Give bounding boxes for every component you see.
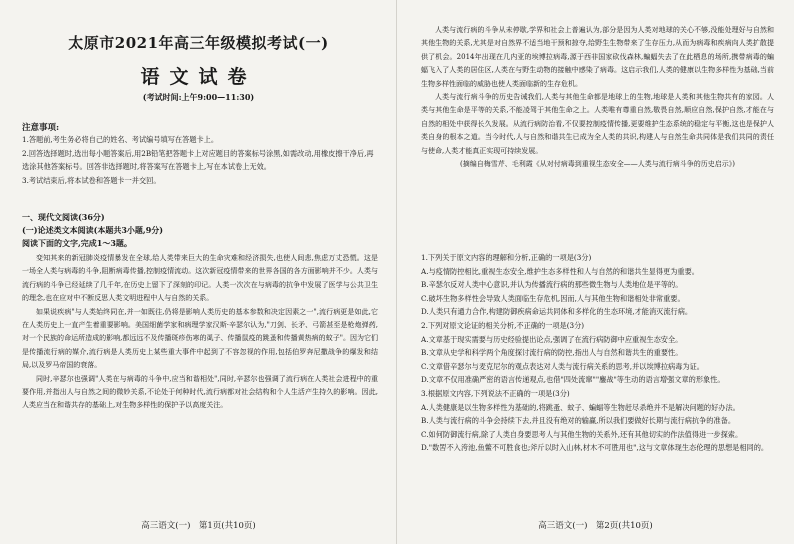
notes-list <box>22 133 378 187</box>
question-stem: 1.下列关于原文内容的理解和分析,正确的一项是(3分) <box>421 253 592 262</box>
reading-instruction: 阅读下面的文字,完成1～3题。 <box>22 238 132 248</box>
passage-paragraph: 人类与流行病斗争的历史告诫我们,人类与其他生命都是地球上的生物,地球是人类和其他生物共有的家园。人类与其他生命是平等的关系,不能凌驾于其他生命之上。人类唯有尊重自然,敬畏自然,顺应自然,保护自然,才能在与自然的相处中获得长久发展。从流行病防治看,不仅要控制疫情传播,更要维护生态系统的稳定与平衡,这也是保护人类自身的根本之道。当今时代,人与自然和谐共生已成为全人类的共识,构建人与自然生命共同体是我们共同的责任与使命,人类才能真正实现可持续发展。 <box>421 93 774 155</box>
option-d: D."数罟不入洿池,鱼鳖不可胜食也;斧斤以时入山林,材木不可胜用也",这与文章体现生态伦理的思想是相同的。 <box>421 443 769 453</box>
notes-heading: 注意事项: <box>22 123 60 133</box>
page-2 <box>397 0 794 544</box>
passage-source: (摘编自梅雪芹、毛利霞《从对付病毒到重视生态安全——人类与流行病斗争的历史启示》) <box>460 160 735 169</box>
option-a: A.人类健康是以生物多样性为基础的,将跳蚤、蚊子、蝙蝠等生物赶尽杀绝并不是解决问题的好办法。 <box>421 402 740 412</box>
option-b: B.文章从史学和科学两个角度探讨流行病的防控,指出人与自然和谐共生的重要性。 <box>421 348 683 358</box>
reading-passage <box>22 252 378 413</box>
option-d: D.文章不仅用准确严密的语言传递观点,也借"四处流窜""鏖战"等生动的语言增强文章的形象性。 <box>421 375 725 385</box>
option-c: C.如何防御流行病,除了人类自身要思考人与其他生物的关系外,还有其他切实的作法值得进一步探索。 <box>421 429 743 439</box>
reading-passage-continued <box>421 24 774 171</box>
option-b: B.辛瑟尔反对人类中心意识,并认为传播流行病的那些微生物与人类地位是平等的。 <box>421 280 683 290</box>
passage-paragraph: 变知其来的新冠肺炎疫情暴发在全球,给人类带来巨大的生命灾难和经济损失,也使人间悲,焦虑万丈恐慌。这是一场全人类与病毒的斗争,阻断病毒传播,控制疫情流动。这次新冠疫情带来的世界各国的各方面影响并不少。人类与流行病的斗争已经延续了几千年,在历史上留下了深刻的印记。人类一次次在与病毒的抗争中发展了医学与公共卫生的理念,也在应对中不断反思人类文明进程中人与自然的关系。 <box>22 254 378 303</box>
note-item: 2.回答选择题时,选出每小题答案后,用2B铅笔把答题卡上对应题目的答案标号涂黑,如需改动,用橡皮擦干净后,再选涂其他答案标号。回答非选择题时,将答案写在答题卡上,写在本试卷上无效。 <box>22 148 374 172</box>
exam-title: 太原市2021年高三年级模拟考试(一) <box>68 34 329 52</box>
question-stem: 3.根据原文内容,下列说法不正确的一项是(3分) <box>421 388 570 398</box>
subject-title: 语文试卷 <box>140 66 257 88</box>
page-footer: 高三语文(一) 第2页(共10页) <box>538 521 653 531</box>
subsection-heading: (一)论述类文本阅读(本题共3小题,9分) <box>22 225 164 235</box>
passage-paragraph: 人类与流行病的斗争从未停歇,学界和社会上普遍认为,部分是因为人类对地球的关心不够,没能处理好与自然和其他生物的关系,尤其是对自然界不适当地干预和掠夺,给野生生物带来了生存压力,从而为病毒和疾病向人类扩散提供了机会。2014年出现在几内亚的埃博拉病毒,源于西非国家砍伐森林,蝙蝠失去了在此栖息的场所,携带病毒的蝙蝠飞入了人类的居住区,人类在与野生动物的接触中感染了病毒。这启示我们,人类的健康以生物多样性为基础,当前生物多样性面临的威胁也使人类面临新的生存危机。 <box>421 26 774 88</box>
page-footer: 高三语文(一) 第1页(共10页) <box>141 521 256 531</box>
option-a: A.文章基于现实需要与历史经验提出论点,强调了在流行病防御中应重视生态安全。 <box>421 334 683 344</box>
section-heading: 一、现代文阅读(36分) <box>22 212 105 222</box>
option-a: A.与疫情防控相比,重视生态安全,维护生态多样性和人与自然的和谐共生显得更为重要。 <box>421 266 699 276</box>
option-c: C.破坏生物多样性会导致人类面临生存危机,因而,人与其他生物和谐相处非常重要。 <box>421 293 685 303</box>
question-stem: 2.下列对原文论证的相关分析,不正确的一项是(3分) <box>421 320 585 330</box>
note-item: 1.答题前,考生务必将自己的姓名、考试编号填写在答题卡上。 <box>22 135 219 144</box>
question-list <box>421 251 774 455</box>
option-b: B.人类与流行病的斗争会持续下去,并且没有绝对的输赢,所以我们要做好长期与流行病抗争的准备。 <box>421 416 736 426</box>
exam-time: (考试时间:上午9:00—11:30) <box>142 92 255 102</box>
note-item: 3.考试结束后,将本试卷和答题卡一并交回。 <box>22 175 161 185</box>
passage-paragraph: 如果说疾病"与人类始终同在,并一如既往,仍将是影响人类历史的基本参数和决定因素之一",流行病更是如此,它在人类历史上一直产生着重要影响。美国细菌学家和病理学家汉斯·辛瑟尔认为,"刀剑、长矛、弓箭甚至是枪炮弹药,对一个民族的命运所造成的影响,都远远不及传播斑疹伤寒的虱子、传播鼠疫的跳蚤和传播黄热病的蚊子"。因为它们是传播流行病的媒介,流行病是人类历史上某些重大事件中起到了不容忽视的作用,包括伯罗奔尼撒战争的爆发和结局,以及罗马帝国的衰落。 <box>22 307 378 370</box>
option-c: C.文章借辛瑟尔与麦克尼尔的观点表达对人类与流行病关系的思考,并以埃博拉病毒为证。 <box>421 361 704 371</box>
passage-paragraph: 同时,辛瑟尔也强调"人类在与病毒的斗争中,应当和谐相处",同时,辛瑟尔也强调了流行病在人类社会进程中的重要作用,并指出人与自然之间的微妙关系,不论处于何种时代,流行病都对社会结构和个人生活产生持久的影响。因此,人类应当在和谐共存的基础上,对生物多样性的保护予以高度关注。 <box>22 374 378 410</box>
option-d: D.人类只有通力合作,构建防御疾病命运共同体和多样化的生态环境,才能消灭流行病。 <box>421 307 693 317</box>
